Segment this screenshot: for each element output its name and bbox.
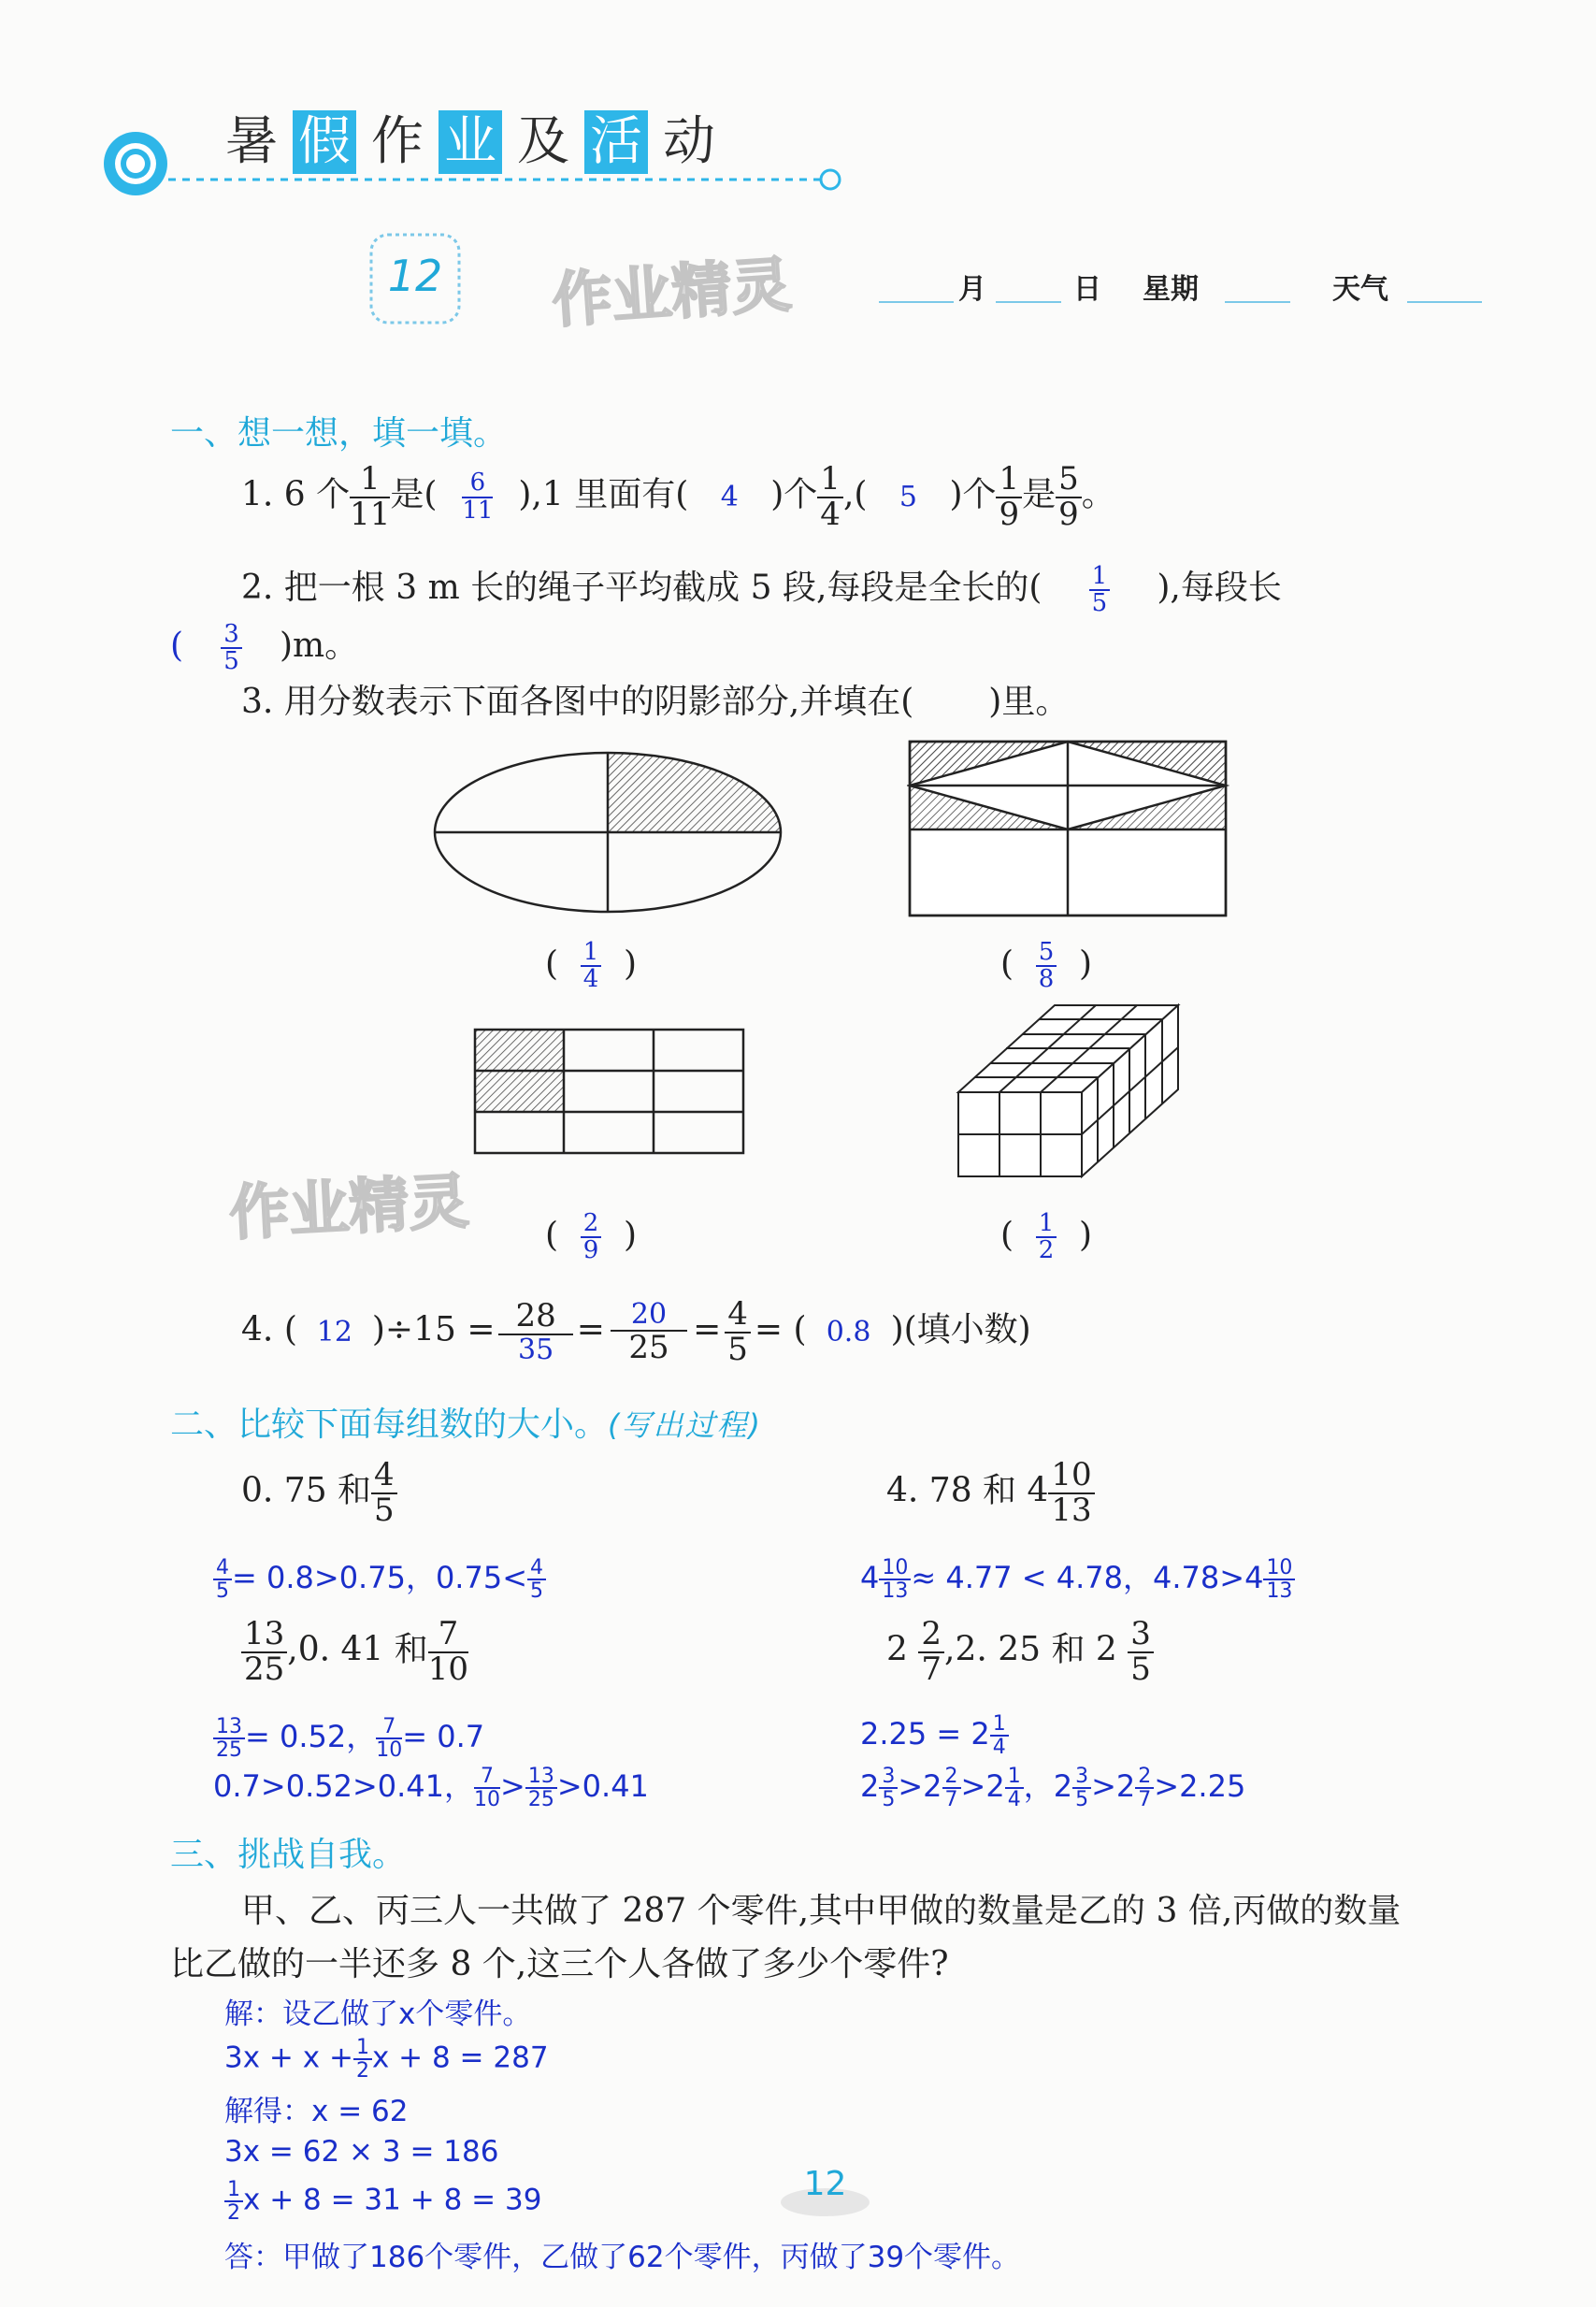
page-number: 12 [803, 2165, 847, 2203]
weather-blank[interactable] [1407, 301, 1482, 303]
frac-num: 1 [1005, 1766, 1024, 1789]
paren: ) [1079, 1216, 1093, 1255]
g1-answer-text: = 0.8>0.75，0.75< [232, 1560, 528, 1595]
q1-text: ),1 里面有( [518, 475, 689, 514]
frac-num: 4 [371, 1459, 397, 1494]
weather-label: 天气 [1332, 273, 1388, 306]
q2-text: 2. 把一根 3 m 长的绳子平均截成 5 段,每段是全长的( [241, 569, 1042, 607]
solution-line3: 解得：x = 62 [224, 2095, 409, 2128]
frac-num: 7 [376, 1716, 402, 1739]
solution-text: 3x + x + [224, 2040, 353, 2075]
q1-answer1[interactable] [448, 470, 508, 524]
frac-den: 7 [921, 1650, 942, 1688]
q4-text: = [576, 1310, 605, 1349]
problem-line2: 比乙做的一半还多 8 个,这三个人各做了多少个零件? [170, 1945, 949, 1983]
g3-answer-text: >0.41 [556, 1768, 649, 1804]
solution-line2 [224, 2037, 549, 2082]
q3-text: )里。 [988, 683, 1070, 721]
title-char: 作 [371, 111, 424, 172]
g4-answer-text: ，2 [1023, 1768, 1073, 1804]
frac-den: 5 [216, 1579, 229, 1603]
frac-den: 4 [992, 1736, 1006, 1760]
g4-label: ,2. 25 和 2 [944, 1630, 1117, 1669]
frac-den: 13 [882, 1579, 909, 1603]
frac-den: 10 [376, 1738, 403, 1762]
solution-answer: 答：甲做了186个零件，乙做了62个零件，丙做了39个零件。 [224, 2241, 1021, 2274]
frac-num: 4 [213, 1557, 232, 1580]
frac-num: 3 [1128, 1618, 1154, 1653]
frac-den: 10 [474, 1788, 501, 1811]
g4-label: 2 [886, 1630, 908, 1669]
frac-num: 28 [498, 1300, 572, 1335]
header-title [220, 110, 730, 174]
compare-group1 [241, 1456, 397, 1529]
frac-den: 2 [227, 2201, 240, 2226]
frac-num: 3 [221, 622, 242, 649]
q1-text: )个 [949, 475, 997, 514]
fig3-answer[interactable] [545, 1211, 637, 1264]
frac-num: 2 [918, 1618, 944, 1653]
title-char: 动 [663, 111, 715, 172]
paren: ) [624, 1216, 638, 1255]
week-blank[interactable] [1225, 301, 1290, 303]
q4-text: )÷15 = [371, 1310, 496, 1349]
frac-den: 4 [1007, 1788, 1021, 1811]
q2-line1 [241, 561, 1282, 616]
month-blank[interactable] [879, 301, 954, 303]
q4-text: )(填小数) [890, 1310, 1031, 1349]
frac-den: 5 [223, 647, 239, 675]
frac-den: 2 [355, 2059, 369, 2084]
g1-label: 0. 75 和 [241, 1471, 372, 1510]
frac-den: 5 [1075, 1788, 1089, 1811]
q2-text: ),每段长 [1157, 569, 1282, 607]
watermark-logo: 作业精灵 [550, 251, 794, 337]
frac-num: 5 [1056, 463, 1082, 498]
frac-num: 3 [1072, 1766, 1091, 1789]
paren: ( [545, 944, 559, 984]
title-char: 活 [584, 110, 648, 174]
title-char: 业 [439, 110, 502, 174]
frac-den: 7 [1138, 1788, 1152, 1811]
g3-answer-line1 [213, 1713, 484, 1761]
q1-text: 1. 6 个 [241, 475, 351, 514]
frac-num: 10 [879, 1557, 911, 1580]
section1-title: 一、想一想，填一填。 [170, 414, 508, 453]
q4-text: = ( [754, 1310, 807, 1349]
q3-line [241, 675, 1069, 723]
frac-den: 25 [628, 1328, 669, 1366]
q1-text: 是( [390, 475, 438, 514]
q4-line [241, 1295, 1031, 1368]
frac-num: 7 [428, 1618, 468, 1653]
frac-num: 13 [525, 1766, 557, 1789]
frac-num: 1 [817, 463, 843, 498]
solution-line5 [224, 2179, 541, 2224]
g3-answer-text: 0.7>0.52>0.41， [213, 1768, 475, 1804]
q2-text: )m。 [279, 627, 359, 665]
compare-group2 [886, 1456, 1095, 1529]
frac-num: 3 [879, 1766, 898, 1789]
g1-answer [213, 1554, 546, 1602]
q3-text: 3. 用分数表示下面各图中的阴影部分,并填在( [241, 683, 914, 721]
q1-answer3[interactable]: 5 [899, 480, 917, 513]
q4-text: = [693, 1310, 722, 1349]
day-label: 日 [1073, 273, 1101, 306]
q1-text: 是 [1022, 475, 1057, 514]
section2-title-hint: (写出过程) [608, 1407, 762, 1443]
figure-ellipse [430, 748, 795, 921]
frac-den: 25 [216, 1738, 242, 1762]
frac-num: 7 [474, 1766, 500, 1789]
g3-answer-text: = 0.52， [245, 1719, 377, 1754]
frac-num: 1 [350, 463, 390, 498]
frac-num: 1 [990, 1713, 1009, 1737]
frac-num: 4 [725, 1298, 751, 1334]
frac-den: 13 [1266, 1579, 1293, 1603]
g3-label: ,0. 41 和 [287, 1630, 428, 1669]
frac-den: 4 [820, 495, 841, 533]
frac-den: 5 [882, 1788, 896, 1811]
g3-answer-text: > [500, 1768, 525, 1804]
frac-num: 1 [1089, 564, 1111, 591]
frac-den: 5 [374, 1491, 395, 1529]
solution-line4: 3x = 62 × 3 = 186 [224, 2135, 499, 2169]
q1-answer2[interactable]: 4 [720, 480, 739, 513]
q1-text: 。 [1081, 475, 1115, 514]
frac-num: 10 [1263, 1557, 1295, 1580]
frac-den: 25 [244, 1650, 285, 1688]
frac-den: 11 [462, 496, 494, 525]
frac-num: 1 [224, 2179, 243, 2202]
section2-title-row [170, 1398, 762, 1446]
g4-answer-text: 2.25 = 2 [860, 1716, 990, 1752]
g4-answer-text: >2 [898, 1768, 942, 1804]
solution-text: x + 8 = 31 + 8 = 39 [243, 2183, 542, 2217]
frac-num: 1 [996, 463, 1022, 498]
fig2-answer[interactable] [1000, 940, 1092, 993]
q2-answer1[interactable] [1053, 561, 1146, 617]
q4-answer4[interactable]: 0.8 [826, 1315, 871, 1348]
g4-answer-line2 [860, 1763, 1245, 1810]
figure-grid [472, 1027, 748, 1158]
frac-num: 2 [581, 1211, 602, 1238]
fig1-answer[interactable] [545, 940, 637, 993]
q1-line [241, 460, 1115, 533]
title-char: 假 [293, 110, 356, 174]
g4-answer-text: >2 [960, 1768, 1005, 1804]
frac-den: 9 [999, 495, 1020, 533]
fig4-answer[interactable] [1000, 1211, 1092, 1264]
paren: ) [624, 944, 638, 984]
q4-answer2[interactable]: 35 [518, 1333, 554, 1366]
frac-den: 2 [1038, 1236, 1055, 1265]
frac-den: 8 [1038, 965, 1055, 994]
compare-group3 [241, 1615, 469, 1688]
frac-num: 2 [942, 1766, 961, 1789]
problem-line1: 甲、乙、丙三人一共做了 287 个零件,其中甲做的数量是乙的 3 倍,丙做的数量 [241, 1892, 1402, 1930]
frac-num: 13 [241, 1618, 287, 1653]
q4-answer3[interactable]: 20 [611, 1300, 687, 1332]
q2-line2 [170, 619, 358, 674]
q1-text: )个 [770, 475, 818, 514]
watermark-logo-2: 作业精灵 [227, 1167, 471, 1249]
frac-den: 5 [530, 1579, 544, 1603]
frac-num: 4 [527, 1557, 546, 1580]
q1-text: ,( [842, 475, 868, 514]
g2-answer-text: ≈ 4.77 < 4.78，4.78>4 [911, 1560, 1264, 1595]
g2-answer-text: 4 [860, 1560, 880, 1595]
q4-answer1[interactable]: 12 [316, 1315, 352, 1348]
day-number: 12 [387, 251, 443, 301]
paren: ( [1000, 944, 1014, 984]
frac-num: 1 [581, 940, 602, 967]
title-char: 暑 [225, 111, 278, 172]
g4-answer-line1 [860, 1713, 1009, 1758]
frac-num: 6 [462, 470, 493, 497]
week-label: 星期 [1143, 273, 1199, 306]
frac-den: 10 [427, 1650, 469, 1688]
frac-den: 9 [1058, 495, 1079, 533]
g3-answer-text: = 0.7 [402, 1719, 485, 1754]
month-label: 月 [958, 273, 986, 306]
section3-title: 三、挑战自我。 [170, 1836, 407, 1874]
frac-num: 1 [353, 2037, 372, 2060]
frac-den: 4 [582, 965, 599, 994]
paren: ) [1079, 944, 1093, 984]
day-blank[interactable] [996, 301, 1061, 303]
figure-cuboid [954, 1001, 1183, 1183]
frac-den: 5 [1091, 589, 1108, 617]
frac-den: 11 [350, 495, 391, 533]
frac-den: 7 [944, 1788, 958, 1811]
g2-label: 4. 78 和 4 [886, 1471, 1049, 1510]
g4-answer-text: >2.25 [1154, 1768, 1246, 1804]
paren: ( [545, 1216, 559, 1255]
frac-den: 9 [582, 1236, 599, 1265]
frac-den: 13 [1051, 1491, 1092, 1529]
frac-num: 1 [1036, 1211, 1057, 1238]
paren: ( [283, 1310, 297, 1349]
frac-num: 2 [1135, 1766, 1154, 1789]
frac-num: 13 [213, 1716, 245, 1739]
frac-den: 5 [727, 1330, 748, 1368]
frac-num: 5 [1036, 940, 1057, 967]
frac-den: 25 [527, 1788, 554, 1811]
target-circle-icon [98, 126, 173, 201]
g2-answer [860, 1554, 1295, 1602]
paren: ( [1000, 1216, 1014, 1255]
frac-den: 5 [1130, 1650, 1151, 1688]
compare-group4 [886, 1615, 1154, 1688]
title-char: 及 [517, 111, 569, 172]
g4-answer-text: >2 [1091, 1768, 1136, 1804]
q2-text: ( [170, 627, 184, 665]
section2-title: 二、比较下面每组数的大小。 [170, 1406, 609, 1444]
g4-answer-text: 2 [860, 1768, 880, 1804]
solution-text: x + 8 = 287 [371, 2040, 549, 2075]
g3-answer-line2 [213, 1763, 649, 1810]
q4-text: 4. [241, 1310, 274, 1349]
solution-line1: 解：设乙做了x个零件。 [224, 1997, 532, 2031]
dotted-divider [168, 168, 851, 196]
frac-num: 10 [1048, 1459, 1094, 1494]
figure-rectangle-diamond [907, 739, 1229, 921]
q2-answer2[interactable] [194, 619, 269, 675]
